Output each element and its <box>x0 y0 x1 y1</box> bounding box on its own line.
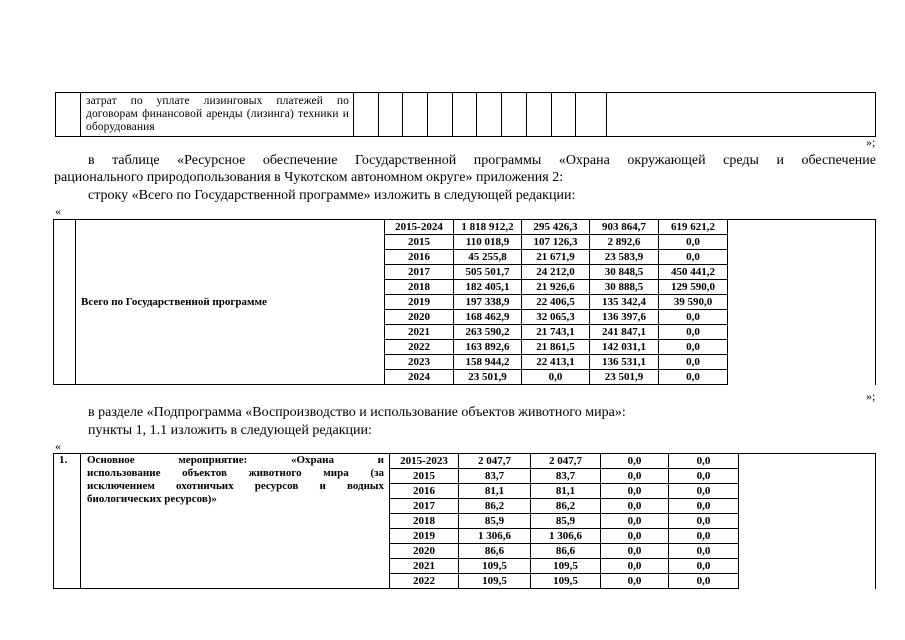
value-cell: 450 441,2 <box>659 265 728 280</box>
value-cell: 0,0 <box>601 499 669 514</box>
item-label-line: исключением охотничьих ресурсов и водных <box>87 480 384 492</box>
total-cell: 182 405,1 <box>454 280 522 295</box>
value-cell: 142 031,1 <box>590 340 659 355</box>
total-cell: 168 462,9 <box>454 310 522 325</box>
value-cell: 0,0 <box>601 514 669 529</box>
year-cell: 2016 <box>390 484 459 499</box>
total-cell: 197 338,9 <box>454 295 522 310</box>
value-cell: 0,0 <box>669 469 739 484</box>
item-number: 1. <box>54 454 81 589</box>
opening-quote: « <box>55 439 61 453</box>
value-cell: 903 864,7 <box>590 220 659 235</box>
value-cell: 85,9 <box>531 514 601 529</box>
value-cell: 83,7 <box>531 469 601 484</box>
closing-quote: »; <box>866 135 876 149</box>
value-cell: 0,0 <box>659 325 728 340</box>
year-cell: 2018 <box>385 280 454 295</box>
leasing-table <box>55 92 876 137</box>
paragraph-subprogram: в разделе «Подпрограмма «Воспроизводство и использование объектов животного мира»: <box>88 405 626 420</box>
value-cell: 22 413,1 <box>522 355 590 370</box>
value-cell: 22 406,5 <box>522 295 590 310</box>
opening-quote: « <box>55 204 61 218</box>
value-cell: 24 212,0 <box>522 265 590 280</box>
year-cell: 2021 <box>390 559 459 574</box>
year-cell: 2015 <box>385 235 454 250</box>
empty-cell <box>739 454 876 589</box>
total-cell: 81,1 <box>459 484 531 499</box>
value-cell: 0,0 <box>601 469 669 484</box>
value-cell: 0,0 <box>659 355 728 370</box>
value-cell: 0,0 <box>601 454 669 469</box>
item-label <box>81 454 390 589</box>
value-cell: 39 590,0 <box>659 295 728 310</box>
paragraph-resource-table-cont: рационального природопользования в Чукотском автономном округе» приложения 2: <box>54 170 564 185</box>
total-cell: 23 501,9 <box>454 370 522 385</box>
value-cell: 30 888,5 <box>590 280 659 295</box>
value-cell: 21 671,9 <box>522 250 590 265</box>
year-cell: 2020 <box>385 310 454 325</box>
total-cell: 1 306,6 <box>459 529 531 544</box>
value-cell: 21 926,6 <box>522 280 590 295</box>
value-cell: 0,0 <box>669 529 739 544</box>
value-cell: 0,0 <box>659 340 728 355</box>
year-cell: 2024 <box>385 370 454 385</box>
spacer-cell <box>54 220 76 385</box>
year-cell: 2017 <box>385 265 454 280</box>
empty-cell <box>728 220 876 385</box>
value-cell: 23 501,9 <box>590 370 659 385</box>
value-cell: 0,0 <box>669 484 739 499</box>
value-cell: 81,1 <box>531 484 601 499</box>
year-cell: 2015 <box>390 469 459 484</box>
value-cell: 0,0 <box>669 559 739 574</box>
total-cell: 86,6 <box>459 544 531 559</box>
table-row <box>54 454 876 469</box>
year-cell: 2019 <box>390 529 459 544</box>
year-cell: 2015-2023 <box>390 454 459 469</box>
total-cell: 45 255,8 <box>454 250 522 265</box>
value-cell: 30 848,5 <box>590 265 659 280</box>
value-cell: 0,0 <box>601 544 669 559</box>
value-cell: 23 583,9 <box>590 250 659 265</box>
year-cell: 2021 <box>385 325 454 340</box>
value-cell: 109,5 <box>531 559 601 574</box>
value-cell: 0,0 <box>659 370 728 385</box>
year-cell: 2022 <box>390 574 459 589</box>
value-cell: 0,0 <box>601 484 669 499</box>
value-cell: 1 306,6 <box>531 529 601 544</box>
total-cell: 85,9 <box>459 514 531 529</box>
value-cell: 32 065,3 <box>522 310 590 325</box>
year-cell: 2018 <box>390 514 459 529</box>
leasing-row-text: затрат по уплате лизинговых платежей по договорам финансовой аренды (лизинга) техники и оборудования <box>81 93 354 137</box>
value-cell: 2 047,7 <box>531 454 601 469</box>
year-cell: 2016 <box>385 250 454 265</box>
value-cell: 0,0 <box>659 250 728 265</box>
value-cell: 86,2 <box>531 499 601 514</box>
total-cell: 163 892,6 <box>454 340 522 355</box>
paragraph-resource-table: в таблице «Ресурсное обеспечение Государственной программы «Охрана окружающей среды и обеспечение <box>88 153 876 168</box>
value-cell: 0,0 <box>601 574 669 589</box>
closing-quote: »; <box>866 389 876 403</box>
total-cell: 109,5 <box>459 574 531 589</box>
total-cell: 110 018,9 <box>454 235 522 250</box>
total-cell: 109,5 <box>459 559 531 574</box>
value-cell: 0,0 <box>601 559 669 574</box>
value-cell: 136 397,6 <box>590 310 659 325</box>
value-cell: 107 126,3 <box>522 235 590 250</box>
year-cell: 2015-2024 <box>385 220 454 235</box>
value-cell: 0,0 <box>669 514 739 529</box>
year-cell: 2023 <box>385 355 454 370</box>
value-cell: 2 892,6 <box>590 235 659 250</box>
table-row <box>54 220 876 235</box>
wildlife-table <box>53 453 876 589</box>
item-label-line: использование объектов животного мира (за <box>87 467 384 479</box>
value-cell: 109,5 <box>531 574 601 589</box>
value-cell: 241 847,1 <box>590 325 659 340</box>
value-cell: 0,0 <box>669 574 739 589</box>
total-cell: 2 047,7 <box>459 454 531 469</box>
item-label-line: биологических ресурсов)» <box>87 493 217 505</box>
value-cell: 0,0 <box>669 499 739 514</box>
value-cell: 295 426,3 <box>522 220 590 235</box>
value-cell: 21 861,5 <box>522 340 590 355</box>
year-cell: 2020 <box>390 544 459 559</box>
total-cell: 1 818 912,2 <box>454 220 522 235</box>
total-cell: 158 944,2 <box>454 355 522 370</box>
value-cell: 619 621,2 <box>659 220 728 235</box>
value-cell: 21 743,1 <box>522 325 590 340</box>
paragraph-total-row: строку «Всего по Государственной программе» изложить в следующей редакции: <box>88 188 576 203</box>
total-cell: 83,7 <box>459 469 531 484</box>
value-cell: 0,0 <box>601 529 669 544</box>
table-row <box>56 93 876 137</box>
value-cell: 0,0 <box>659 235 728 250</box>
value-cell: 136 531,1 <box>590 355 659 370</box>
total-cell: 86,2 <box>459 499 531 514</box>
value-cell: 0,0 <box>522 370 590 385</box>
total-program-table <box>53 219 876 385</box>
value-cell: 0,0 <box>669 454 739 469</box>
total-program-label: Всего по Государственной программе <box>76 220 385 385</box>
total-cell: 263 590,2 <box>454 325 522 340</box>
value-cell: 0,0 <box>669 544 739 559</box>
item-label-line: Основное мероприятие: «Охрана и <box>87 454 384 466</box>
total-cell: 505 501,7 <box>454 265 522 280</box>
value-cell: 135 342,4 <box>590 295 659 310</box>
value-cell: 86,6 <box>531 544 601 559</box>
year-cell: 2022 <box>385 340 454 355</box>
paragraph-items: пункты 1, 1.1 изложить в следующей редакции: <box>88 423 372 438</box>
value-cell: 129 590,0 <box>659 280 728 295</box>
value-cell: 0,0 <box>659 310 728 325</box>
year-cell: 2019 <box>385 295 454 310</box>
year-cell: 2017 <box>390 499 459 514</box>
